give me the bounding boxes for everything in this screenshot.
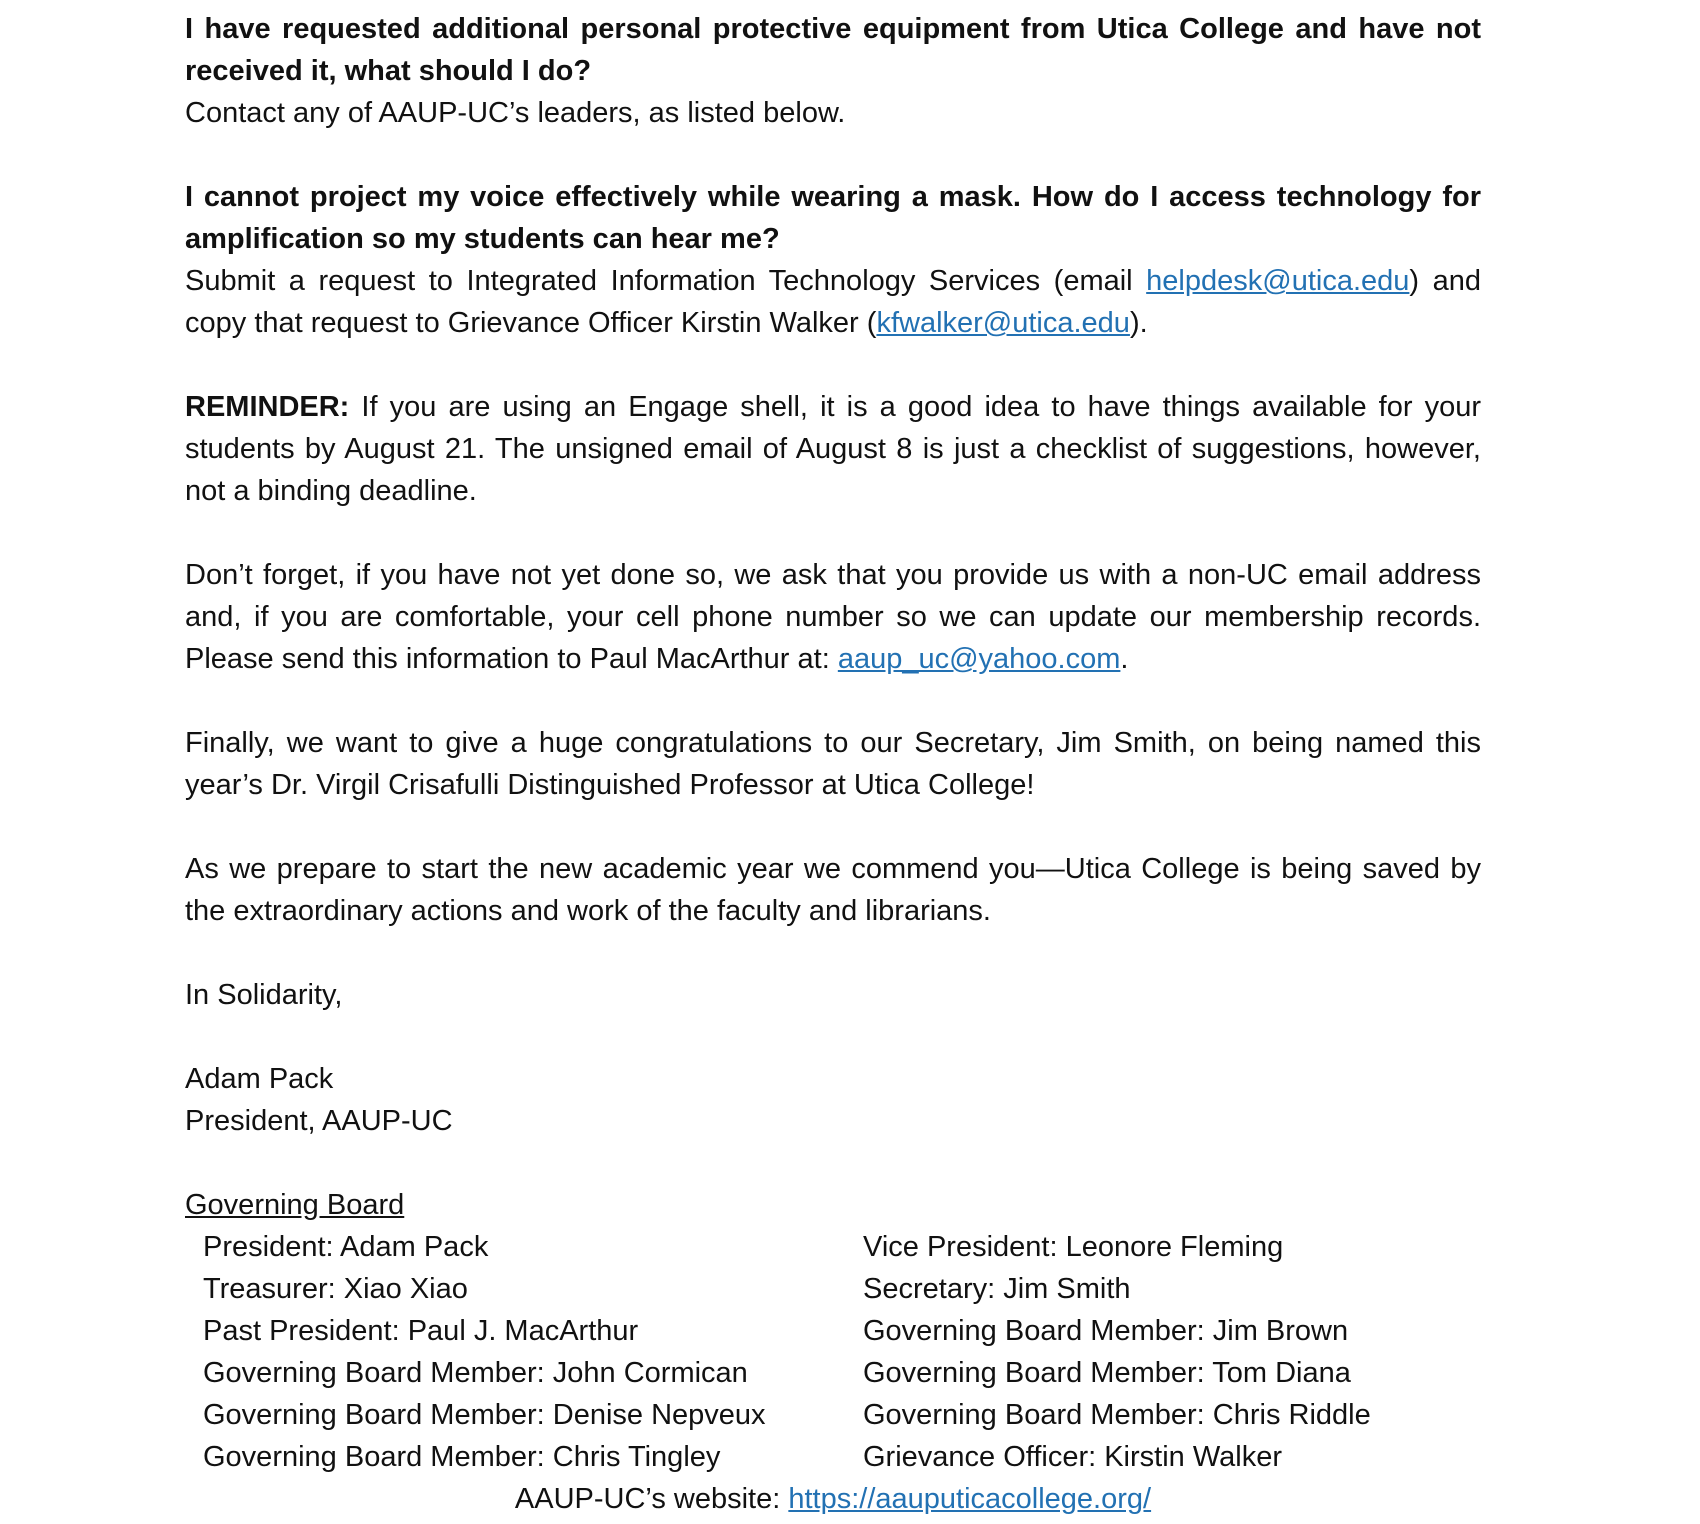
board-member-treasurer: Treasurer: Xiao Xiao bbox=[203, 1273, 468, 1305]
governing-board-list bbox=[185, 1226, 1481, 1478]
reminder-text: If you are using an Engage shell, it is a good idea to have things available for your students by August 21. The unsigned email of August 8 is just a checklist of suggestions, however, not a binding deadline. bbox=[185, 391, 1481, 507]
board-row bbox=[185, 1226, 1481, 1268]
board-member-john-cormican: Governing Board Member: John Cormican bbox=[203, 1357, 748, 1389]
board-row bbox=[185, 1268, 1481, 1310]
closing-line: In Solidarity, bbox=[185, 979, 343, 1011]
website-label: AAUP-UC’s website: bbox=[514, 1483, 789, 1515]
membership-text: Don’t forget, if you have not yet done so, we ask that you provide us with a non-UC email address and, if you are comfortable, your cell phone number so we can update our membership records. Please send this information to Paul MacArthur at: bbox=[185, 559, 1481, 675]
faq-answer-voice-post: ). bbox=[1129, 307, 1148, 339]
board-member-secretary: Secretary: Jim Smith bbox=[863, 1273, 1131, 1305]
board-row bbox=[185, 1436, 1481, 1478]
board-member-grievance-officer: Grievance Officer: Kirstin Walker bbox=[863, 1441, 1282, 1473]
faq-question-ppe: I have requested additional personal protective equipment from Utica College and have not received it, what should I do? bbox=[185, 13, 1481, 87]
board-row bbox=[185, 1310, 1481, 1352]
letter-body bbox=[185, 8, 1481, 1520]
membership-text-post: . bbox=[1120, 643, 1129, 675]
faq-answer-ppe: Contact any of AAUP-UC’s leaders, as listed below. bbox=[185, 97, 846, 129]
helpdesk-email-link[interactable]: helpdesk@utica.edu bbox=[1146, 265, 1410, 297]
website-link[interactable]: https://aauputicacollege.org/ bbox=[788, 1483, 1152, 1515]
faq-item-voice bbox=[185, 176, 1481, 344]
website-line bbox=[185, 1478, 1481, 1520]
signature-title: President, AAUP-UC bbox=[185, 1105, 453, 1137]
board-member-chris-tingley: Governing Board Member: Chris Tingley bbox=[203, 1441, 721, 1473]
faq-answer-voice-pre: Submit a request to Integrated Information Technology Services (email bbox=[185, 265, 1147, 297]
governing-board-heading: Governing Board bbox=[185, 1189, 405, 1221]
reminder-paragraph bbox=[185, 386, 1481, 512]
board-row bbox=[185, 1394, 1481, 1436]
board-member-denise-nepveux: Governing Board Member: Denise Nepveux bbox=[203, 1399, 766, 1431]
faq-item-ppe bbox=[185, 8, 1481, 134]
board-member-chris-riddle: Governing Board Member: Chris Riddle bbox=[863, 1399, 1371, 1431]
board-member-vice-president: Vice President: Leonore Fleming bbox=[863, 1231, 1284, 1263]
board-member-tom-diana: Governing Board Member: Tom Diana bbox=[863, 1357, 1351, 1389]
commend-paragraph: As we prepare to start the new academic year we commend you—Utica College is being saved by the extraordinary actions and work of the faculty and librarians. bbox=[185, 853, 1481, 927]
board-member-jim-brown: Governing Board Member: Jim Brown bbox=[863, 1315, 1349, 1347]
signature-block bbox=[185, 1058, 1481, 1142]
board-row bbox=[185, 1352, 1481, 1394]
aaup-yahoo-email-link[interactable]: aaup_uc@yahoo.com bbox=[837, 643, 1121, 675]
faq-answer-voice-mid: ) and copy that request to Grievance Officer Kirstin Walker ( bbox=[185, 265, 1481, 339]
membership-paragraph bbox=[185, 554, 1481, 680]
board-member-president: President: Adam Pack bbox=[203, 1231, 489, 1263]
congrats-paragraph: Finally, we want to give a huge congratulations to our Secretary, Jim Smith, on being named this year’s Dr. Virgil Crisafulli Distinguished Professor at Utica College! bbox=[185, 727, 1481, 801]
kfwalker-email-link[interactable]: kfwalker@utica.edu bbox=[876, 307, 1130, 339]
faq-question-voice: I cannot project my voice effectively while wearing a mask. How do I access technology for amplification so my students can hear me? bbox=[185, 181, 1481, 255]
signature-name: Adam Pack bbox=[185, 1063, 334, 1095]
board-member-past-president: Past President: Paul J. MacArthur bbox=[203, 1315, 639, 1347]
reminder-label: REMINDER: bbox=[185, 391, 350, 423]
